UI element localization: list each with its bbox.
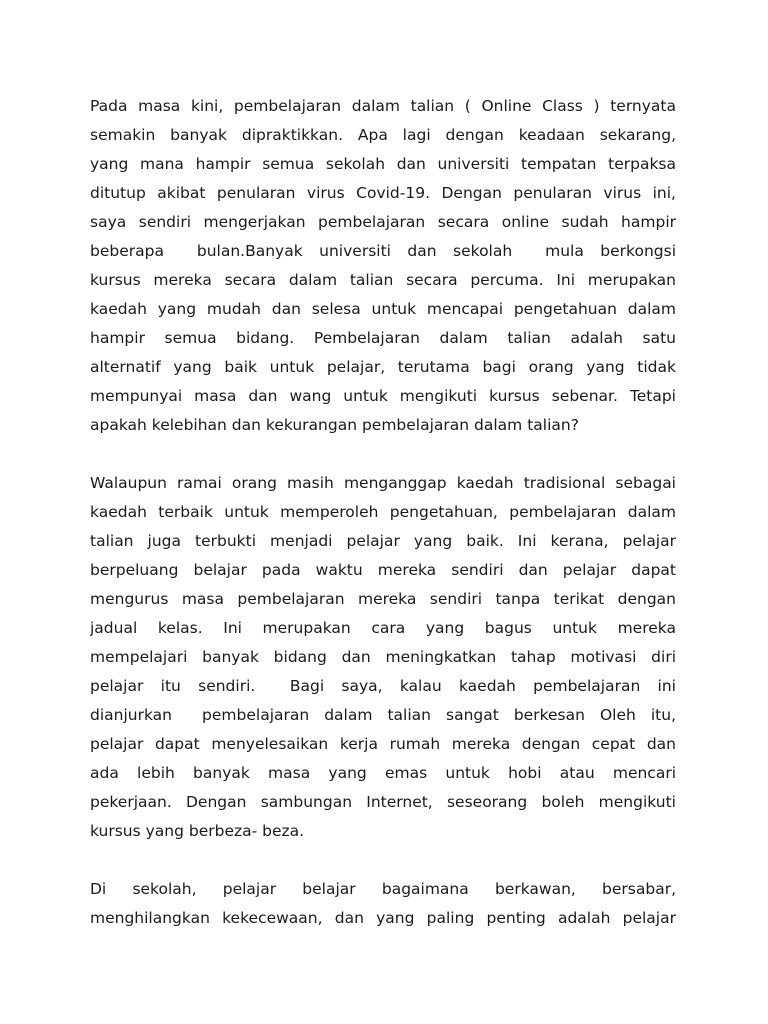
paragraph-line: pelajar dapat menyelesaikan kerja rumah mereka dengan cepat dan <box>90 735 676 753</box>
paragraph-line: kaedah yang mudah dan selesa untuk mencapai pengetahuan dalam <box>90 300 676 318</box>
paragraph-line: kursus yang berbeza- beza. <box>90 822 305 840</box>
paragraph-line: hampir semua bidang. Pembelajaran dalam talian adalah satu <box>90 329 676 347</box>
paragraph-line: beberapa bulan.Banyak universiti dan sekolah mula berkongsi <box>90 242 676 260</box>
paragraph-line: alternatif yang baik untuk pelajar, terutama bagi orang yang tidak <box>90 358 676 376</box>
paragraph-line: yang mana hampir semua sekolah dan universiti tempatan terpaksa <box>90 155 676 173</box>
paragraph-line: mempunyai masa dan wang untuk mengikuti kursus sebenar. Tetapi <box>90 387 676 405</box>
paragraph-line: ditutup akibat penularan virus Covid-19. Dengan penularan virus ini, <box>90 184 676 202</box>
paragraph-line: menghilangkan kekecewaan, dan yang paling penting adalah pelajar <box>90 909 676 927</box>
paragraph-line: jadual kelas. Ini merupakan cara yang bagus untuk mereka <box>90 619 676 637</box>
paragraph-line: semakin banyak dipraktikkan. Apa lagi dengan keadaan sekarang, <box>90 126 676 144</box>
paragraph-line: dianjurkan pembelajaran dalam talian sangat berkesan Oleh itu, <box>90 706 676 724</box>
paragraph-line: kursus mereka secara dalam talian secara percuma. Ini merupakan <box>90 271 676 289</box>
paragraph-2 <box>90 469 676 846</box>
paragraph-line: Walaupun ramai orang masih menganggap kaedah tradisional sebagai <box>90 474 676 492</box>
paragraph-1 <box>90 92 676 440</box>
paragraph-line: berpeluang belajar pada waktu mereka sendiri dan pelajar dapat <box>90 561 676 579</box>
paragraph-line: mengurus masa pembelajaran mereka sendiri tanpa terikat dengan <box>90 590 676 608</box>
paragraph-line: pekerjaan. Dengan sambungan Internet, seseorang boleh mengikuti <box>90 793 676 811</box>
paragraph-line: talian juga terbukti menjadi pelajar yang baik. Ini kerana, pelajar <box>90 532 676 550</box>
paragraph-line: apakah kelebihan dan kekurangan pembelajaran dalam talian? <box>90 416 579 434</box>
paragraph-line: mempelajari banyak bidang dan meningkatkan tahap motivasi diri <box>90 648 676 666</box>
paragraph-line: pelajar itu sendiri. Bagi saya, kalau kaedah pembelajaran ini <box>90 677 676 695</box>
paragraph-line: kaedah terbaik untuk memperoleh pengetahuan, pembelajaran dalam <box>90 503 676 521</box>
paragraph-line: saya sendiri mengerjakan pembelajaran secara online sudah hampir <box>90 213 676 231</box>
paragraph-3 <box>90 875 676 933</box>
paragraph-line: Pada masa kini, pembelajaran dalam talian ( Online Class ) ternyata <box>90 97 676 115</box>
paragraph-line: Di sekolah, pelajar belajar bagaimana berkawan, bersabar, <box>90 880 676 898</box>
paragraph-line: ada lebih banyak masa yang emas untuk hobi atau mencari <box>90 764 676 782</box>
